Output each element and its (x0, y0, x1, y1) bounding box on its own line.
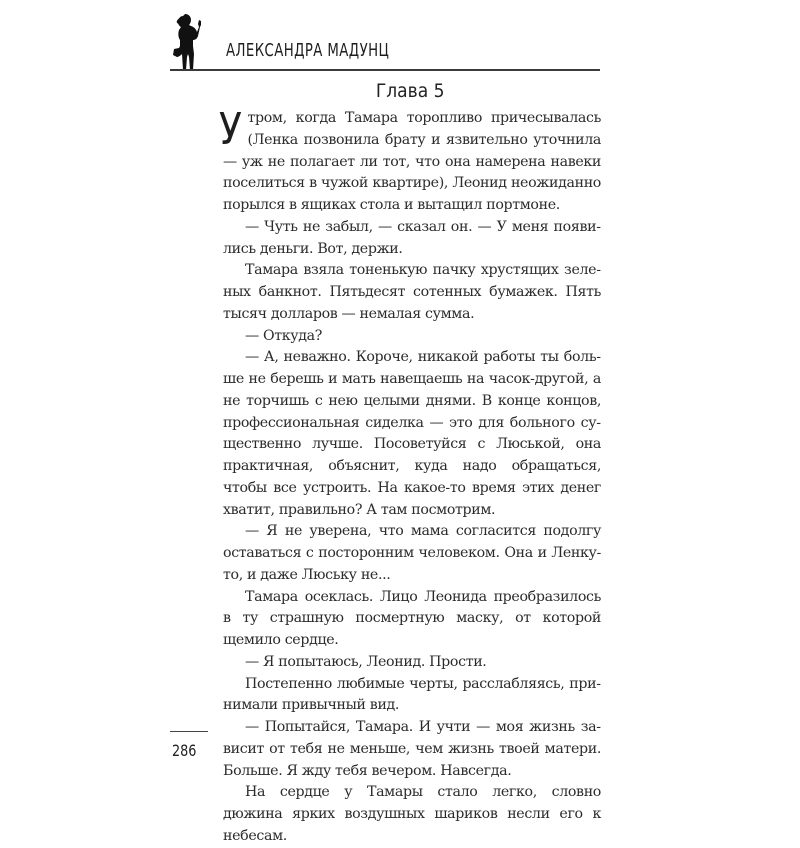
author-name: АЛЕКСАНДРА МАДУНЦ (226, 40, 390, 61)
header-rule (170, 69, 600, 71)
page-number: 286 (172, 741, 197, 760)
woman-silhouette-icon (163, 12, 215, 70)
body-text (218, 104, 601, 848)
drop-cap: У (218, 104, 242, 155)
paragraph: — Я попытаюсь, Леонид. Прости. (245, 653, 487, 670)
paragraph: — Откуда? (245, 327, 323, 344)
paragraph: Тамара взяла тоненькую пачку хрустящих зеленых банкнот. Пятьдесят сотенных бумажек. Пять тысяч долларов — немалая сумма. (223, 262, 601, 322)
footer-rule (170, 731, 208, 732)
paragraph: Тамара осеклась. Лицо Леонида преобразилось в ту страшную посмертную маску, от которой щемило сердце. (223, 588, 601, 648)
paragraph: — Чуть не забыл, — сказал он. — У меня появились деньги. Вот, держи. (223, 218, 601, 257)
paragraph: — А, неважно. Короче, никакой работы ты больше не берешь и мать навещаешь на часок-другой, а не торчишь с нею целыми днями. В конце концов, профессиональная сиделка — это для больного существенно лучше. Посоветуйся с Люськой, она практичная, объяснит, куда надо обращаться, чтобы все устроить. На какое-то время этих денег хватит, правильно? А там посмотрим. (223, 349, 601, 518)
paragraph: — Попытайся, Тамара. И учти — моя жизнь зависит от тебя не меньше, чем жизнь твоей матери. Больше. Я жду тебя вечером. Навсегда. (223, 719, 601, 779)
paragraph: На сердце у Тамары стало легко, словно дюжина ярких воздушных шариков несли его к небесам. (223, 784, 601, 844)
chapter-title: Глава 5 (375, 80, 445, 102)
paragraph: Утром, когда Тамара торопливо причесывалась (Ленка позвонила брату и язвительно уточнила — уж не полагает ли тот, что она намерена навеки поселиться в чужой квартире), Леонид неожиданно порылся в ящиках стола и вытащил портмоне. (218, 104, 601, 213)
paragraph: — Я не уверена, что мама согласится подолгу оставаться с посторонним человеком. Она и Ленку-то, и даже Люську не... (223, 523, 601, 583)
paragraph: Постепенно любимые черты, расслабляясь, принимали привычный вид. (223, 675, 601, 714)
